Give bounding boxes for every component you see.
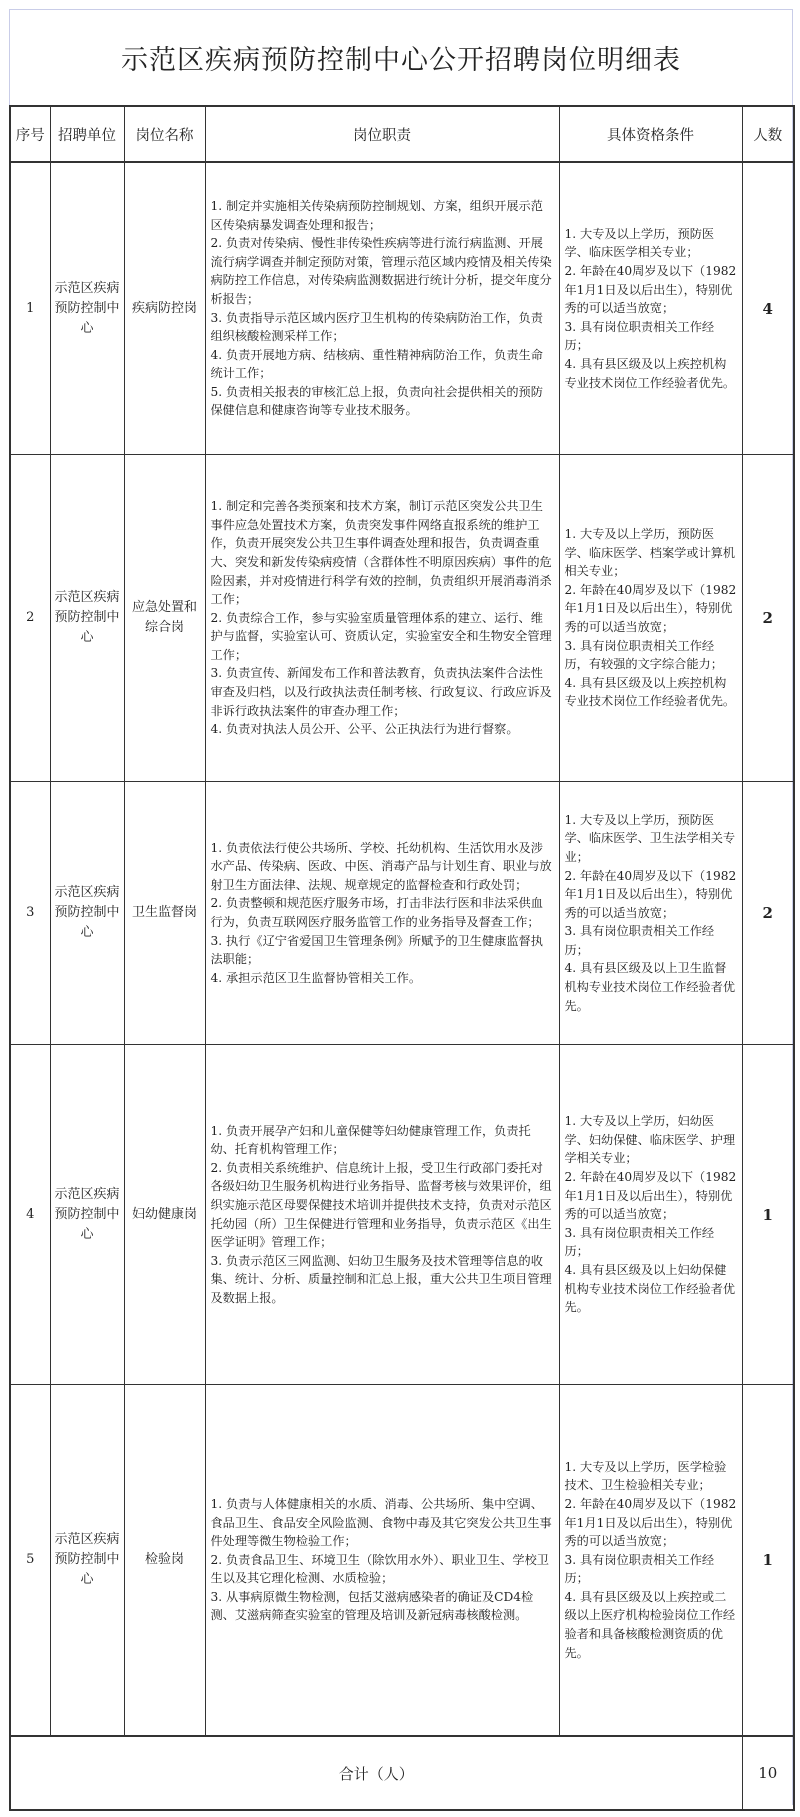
duty-item: 4. 负责开展地方病、结核病、重性精神病防治工作，负责生命统计工作；: [210, 347, 543, 381]
total-label: 合计（人）: [10, 1736, 742, 1810]
recruitment-table: [9, 105, 795, 1811]
requirement-item: 1. 大专及以上学历，预防医学、临床医学相关专业；: [564, 226, 715, 260]
row-count: 2: [742, 782, 794, 1045]
table-row: [10, 782, 794, 1045]
requirement-item: 1. 大专及以上学历，妇幼医学、妇幼保健、临床医学、护理学相关专业；: [564, 1114, 736, 1166]
row-duties: [205, 455, 559, 782]
row-requirements: [559, 455, 742, 782]
requirement-item: 4. 具有县区级及以上疾控机构专业技术岗位工作经验者优先。: [564, 675, 736, 709]
requirement-item: 2. 年龄在40周岁及以下（1982年1月1日及以后出生），特别优秀的可以适当放宽；: [564, 868, 737, 920]
total-count: 10: [742, 1736, 794, 1810]
duty-item: 2. 负责对传染病、慢性非传染性疾病等进行流行病监测、开展流行病学调查并制定预防对策，管理示范区域内疫情及相关传染病防控工作信息，对传染病监测数据进行统计分析，提交年度分析报告；: [210, 236, 552, 306]
row-position: 卫生监督岗: [124, 782, 205, 1045]
requirement-item: 3. 具有岗位职责相关工作经历；: [564, 1552, 715, 1586]
table-row: [10, 1045, 794, 1385]
requirement-item: 2. 年龄在40周岁及以下（1982年1月1日及以后出生），特别优秀的可以适当放宽；: [564, 264, 737, 316]
duty-item: 1. 制定和完善各类预案和技术方案，制订示范区突发公共卫生事件应急处置技术方案，负责突发事件网络直报系统的维护工作，负责开展突发公共卫生事件调查处理和报告，负责调查重大、突发和新发传染病疫情（含群体性不明原因疾病）事件的危险因素，并对疫情进行科学有效的控制，负责组织开展消毒消杀工作；: [210, 499, 552, 607]
row-duties: [205, 162, 559, 455]
table-row: [10, 1385, 794, 1737]
row-seq: 2: [10, 455, 50, 782]
duty-item: 3. 负责指导示范区域内医疗卫生机构的传染病防治工作，负责组织核酸检测采样工作；: [210, 310, 543, 344]
row-unit: 示范区疾病预防控制中心: [50, 782, 124, 1045]
duty-item: 3. 负责宣传、新闻发布工作和普法教育，负责执法案件合法性审查及归档，以及行政执法责任制考核、行政复议、行政应诉及非诉行政执法案件的审查办理工作；: [210, 666, 552, 718]
row-position: 妇幼健康岗: [124, 1045, 205, 1385]
row-count: 2: [742, 455, 794, 782]
requirement-item: 1. 大专及以上学历，医学检验技术、卫生检验相关专业；: [564, 1459, 727, 1493]
row-unit: 示范区疾病预防控制中心: [50, 1045, 124, 1385]
row-count: 1: [742, 1045, 794, 1385]
header-requirements: 具体资格条件: [559, 106, 742, 162]
row-position: 疾病防控岗: [124, 162, 205, 455]
row-unit: 示范区疾病预防控制中心: [50, 1385, 124, 1737]
duty-item: 4. 负责对执法人员公开、公平、公正执法行为进行督察。: [210, 722, 519, 737]
row-duties: [205, 782, 559, 1045]
requirement-item: 3. 具有岗位职责相关工作经历；: [564, 1225, 715, 1259]
row-requirements: [559, 1385, 742, 1737]
row-position: 检验岗: [124, 1385, 205, 1737]
duty-item: 1. 负责开展孕产妇和儿童保健等妇幼健康管理工作，负责托幼、托育机构管理工作；: [210, 1123, 531, 1157]
requirement-item: 1. 大专及以上学历，预防医学、临床医学、档案学或计算机相关专业；: [564, 527, 736, 579]
header-seq: 序号: [10, 106, 50, 162]
page-title: 示范区疾病预防控制中心公开招聘岗位明细表: [121, 45, 681, 76]
requirement-item: 3. 具有岗位职责相关工作经历；: [564, 924, 715, 957]
duty-item: 3. 执行《辽宁省爱国卫生管理条例》所赋予的卫生健康监督执法职能；: [210, 933, 543, 967]
header-unit: 招聘单位: [50, 106, 124, 162]
duty-item: 2. 负责整顿和规范医疗服务市场，打击非法行医和非法采供血行为，负责互联网医疗服务监管工作的业务指导及督查工作；: [210, 896, 543, 929]
duty-item: 2. 负责食品卫生、环境卫生（除饮用水外）、职业卫生、学校卫生以及其它理化检测、水质检验；: [210, 1552, 549, 1586]
table-row: [10, 455, 794, 782]
row-seq: 5: [10, 1385, 50, 1737]
header-count: 人数: [742, 106, 794, 162]
duty-item: 5. 负责相关报表的审核汇总上报，负责向社会提供相关的预防保健信息和健康咨询等专业技术服务。: [210, 384, 543, 418]
requirement-item: 2. 年龄在40周岁及以下（1982年1月1日及以后出生），特别优秀的可以适当放宽；: [564, 1170, 737, 1222]
requirement-item: 3. 具有岗位职责相关工作经历；: [564, 319, 715, 353]
duty-item: 2. 负责相关系统维护、信息统计上报，受卫生行政部门委托对各级妇幼卫生服务机构进行业务指导、监督考核与效果评价，组织实施示范区母婴保健技术培训并提供技术支持，负责对示范区托幼园（所）卫生保健进行管理和业务指导，负责示范区《出生医学证明》管理工作；: [210, 1160, 552, 1250]
requirement-item: 4. 具有县区级及以上卫生监督机构专业技术岗位工作经验者优先。: [564, 961, 736, 1013]
requirement-item: 1. 大专及以上学历，预防医学、临床医学、卫生法学相关专业；: [564, 812, 736, 864]
duty-item: 1. 负责依法行使公共场所、学校、托幼机构、生活饮用水及涉水产品、传染病、医政、中医、消毒产品与计划生育、职业与放射卫生方面法律、法规、规章规定的监督检查和行政处罚；: [210, 840, 552, 892]
requirement-item: 2. 年龄在40周岁及以下（1982年1月1日及以后出生），特别优秀的可以适当放宽；: [564, 582, 737, 634]
duty-item: 3. 负责示范区三网监测、妇幼卫生服务及技术管理等信息的收集、统计、分析、质量控制和汇总上报，重大公共卫生项目管理及数据上报。: [210, 1253, 552, 1305]
duty-item: 2. 负责综合工作，参与实验室质量管理体系的建立、运行、维护与监督，实验室认可、资质认定，实验室安全和生物安全管理工作；: [210, 610, 552, 662]
table-header-row: [10, 106, 794, 162]
row-duties: [205, 1045, 559, 1385]
row-unit: 示范区疾病预防控制中心: [50, 455, 124, 782]
requirement-item: 3. 具有岗位职责相关工作经历，有较强的文字综合能力；: [564, 638, 723, 672]
requirement-item: 4. 具有县区级及以上妇幼保健机构专业技术岗位工作经验者优先。: [564, 1262, 736, 1315]
row-duties: [205, 1385, 559, 1737]
row-requirements: [559, 1045, 742, 1385]
row-requirements: [559, 782, 742, 1045]
row-seq: 1: [10, 162, 50, 455]
table-row: [10, 162, 794, 455]
row-count: 1: [742, 1385, 794, 1737]
duty-item: 1. 制定并实施相关传染病预防控制规划、方案，组织开展示范区传染病暴发调查处理和报告；: [210, 198, 543, 232]
header-position: 岗位名称: [124, 106, 205, 162]
requirement-item: 4. 具有县区级及以上疾控或二级以上医疗机构检验岗位工作经验者和具备核酸检测资质的优先。: [564, 1589, 736, 1660]
row-position: 应急处置和综合岗: [124, 455, 205, 782]
requirement-item: 2. 年龄在40周岁及以下（1982年1月1日及以后出生），特别优秀的可以适当放宽；: [564, 1496, 737, 1549]
row-seq: 4: [10, 1045, 50, 1385]
header-duties: 岗位职责: [205, 106, 559, 162]
total-row: [10, 1736, 794, 1810]
row-unit: 示范区疾病预防控制中心: [50, 162, 124, 455]
duty-item: 3. 从事病原微生物检测，包括艾滋病感染者的确证及CD4检测、艾滋病筛查实验室的管理及培训及新冠病毒核酸检测。: [210, 1589, 534, 1623]
duty-item: 1. 负责与人体健康相关的水质、消毒、公共场所、集中空调、食品卫生、食品安全风险监测、食物中毒及其它突发公共卫生事件处理等微生物检验工作；: [210, 1496, 552, 1549]
row-requirements: [559, 162, 742, 455]
requirement-item: 4. 具有县区级及以上疾控机构专业技术岗位工作经验者优先。: [564, 356, 736, 390]
row-count: 4: [742, 162, 794, 455]
row-seq: 3: [10, 782, 50, 1045]
duty-item: 4. 承担示范区卫生监督协管相关工作。: [210, 970, 422, 985]
